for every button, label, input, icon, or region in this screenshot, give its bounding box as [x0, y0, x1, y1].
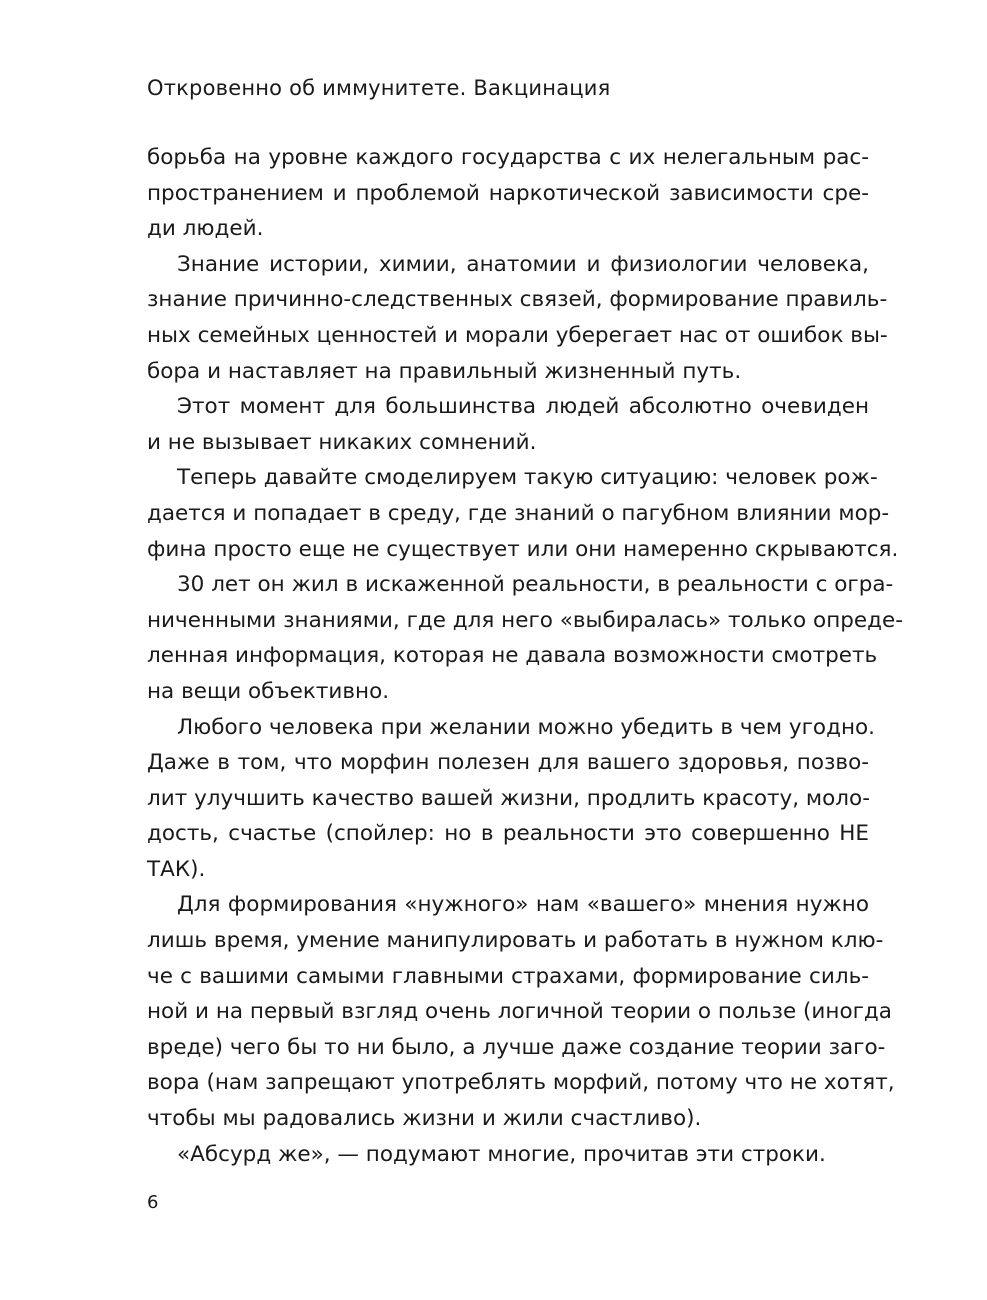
text-line: пространением и проблемой наркотической зависимости сре- — [147, 180, 869, 206]
text-line: дость, счастье (спойлер: но в реальности это совершенно НЕ — [147, 821, 869, 847]
text-line: чтобы мы радовались жизни и жили счастливо). — [147, 1106, 702, 1132]
running-header: Откровенно об иммунитете. Вакцинация — [147, 76, 611, 100]
text-line: вреде) чего бы то ни было, а лучше даже создание теории заго- — [147, 1034, 886, 1060]
paragraph-first-line: «Абсурд же», — подумают многие, прочитав эти строки. — [177, 1141, 826, 1167]
paragraph-first-line: Этот момент для большинства людей абсолютно очевиден — [177, 394, 869, 420]
body-text — [147, 140, 903, 1172]
text-line: ных семейных ценностей и морали уберегает нас от ошибок вы- — [147, 322, 888, 348]
paragraph-first-line: 30 лет он жил в искаженной реальности, в реальности с огра- — [177, 572, 894, 598]
text-line: че с вашими самыми главными страхами, формирование силь- — [147, 963, 869, 989]
text-line: лит улучшить качество вашей жизни, продлить красоту, моло- — [147, 785, 870, 811]
text-line: ленная информация, которая не давала возможности смотреть — [147, 643, 878, 669]
text-line: борьба на уровне каждого государства с их нелегальным рас- — [147, 145, 869, 170]
text-line: ниченными знаниями, где для него «выбиралась» только опреде- — [147, 607, 903, 633]
paragraph-first-line: Теперь давайте смоделируем такую ситуацию: человек рож- — [177, 465, 878, 491]
text-line: лишь время, умение манипулировать и работать в нужном клю- — [147, 928, 884, 954]
text-line: знание причинно-следственных связей, формирование правиль- — [147, 287, 888, 313]
text-line: и не вызывает никаких сомнений. — [147, 429, 537, 455]
text-line: на вещи объективно. — [147, 678, 390, 704]
paragraph-first-line: Для формирования «нужного» нам «вашего» мнения нужно — [177, 892, 869, 918]
paragraph-first-line: Любого человека при желании можно убедить в чем угодно. — [177, 714, 875, 740]
text-line: фина просто еще не существует или они намеренно скрываются. — [147, 536, 899, 562]
text-line: бора и наставляет на правильный жизненный путь. — [147, 358, 742, 384]
text-line: ди людей. — [147, 216, 264, 242]
text-line: Даже в том, что морфин полезен для вашего здоровья, позво- — [147, 750, 869, 776]
text-line: ной и на первый взгляд очень логичной теории о пользе (иногда — [147, 999, 892, 1025]
text-line: вора (нам запрещают употреблять морфий, потому что не хотят, — [147, 1070, 895, 1096]
text-line: ТАК). — [147, 856, 206, 882]
text-line: дается и попадает в среду, где знаний о пагубном влиянии мор- — [147, 500, 890, 526]
paragraph-first-line: Знание истории, химии, анатомии и физиологии человека, — [177, 251, 869, 277]
page-number: 6 — [147, 1192, 159, 1213]
